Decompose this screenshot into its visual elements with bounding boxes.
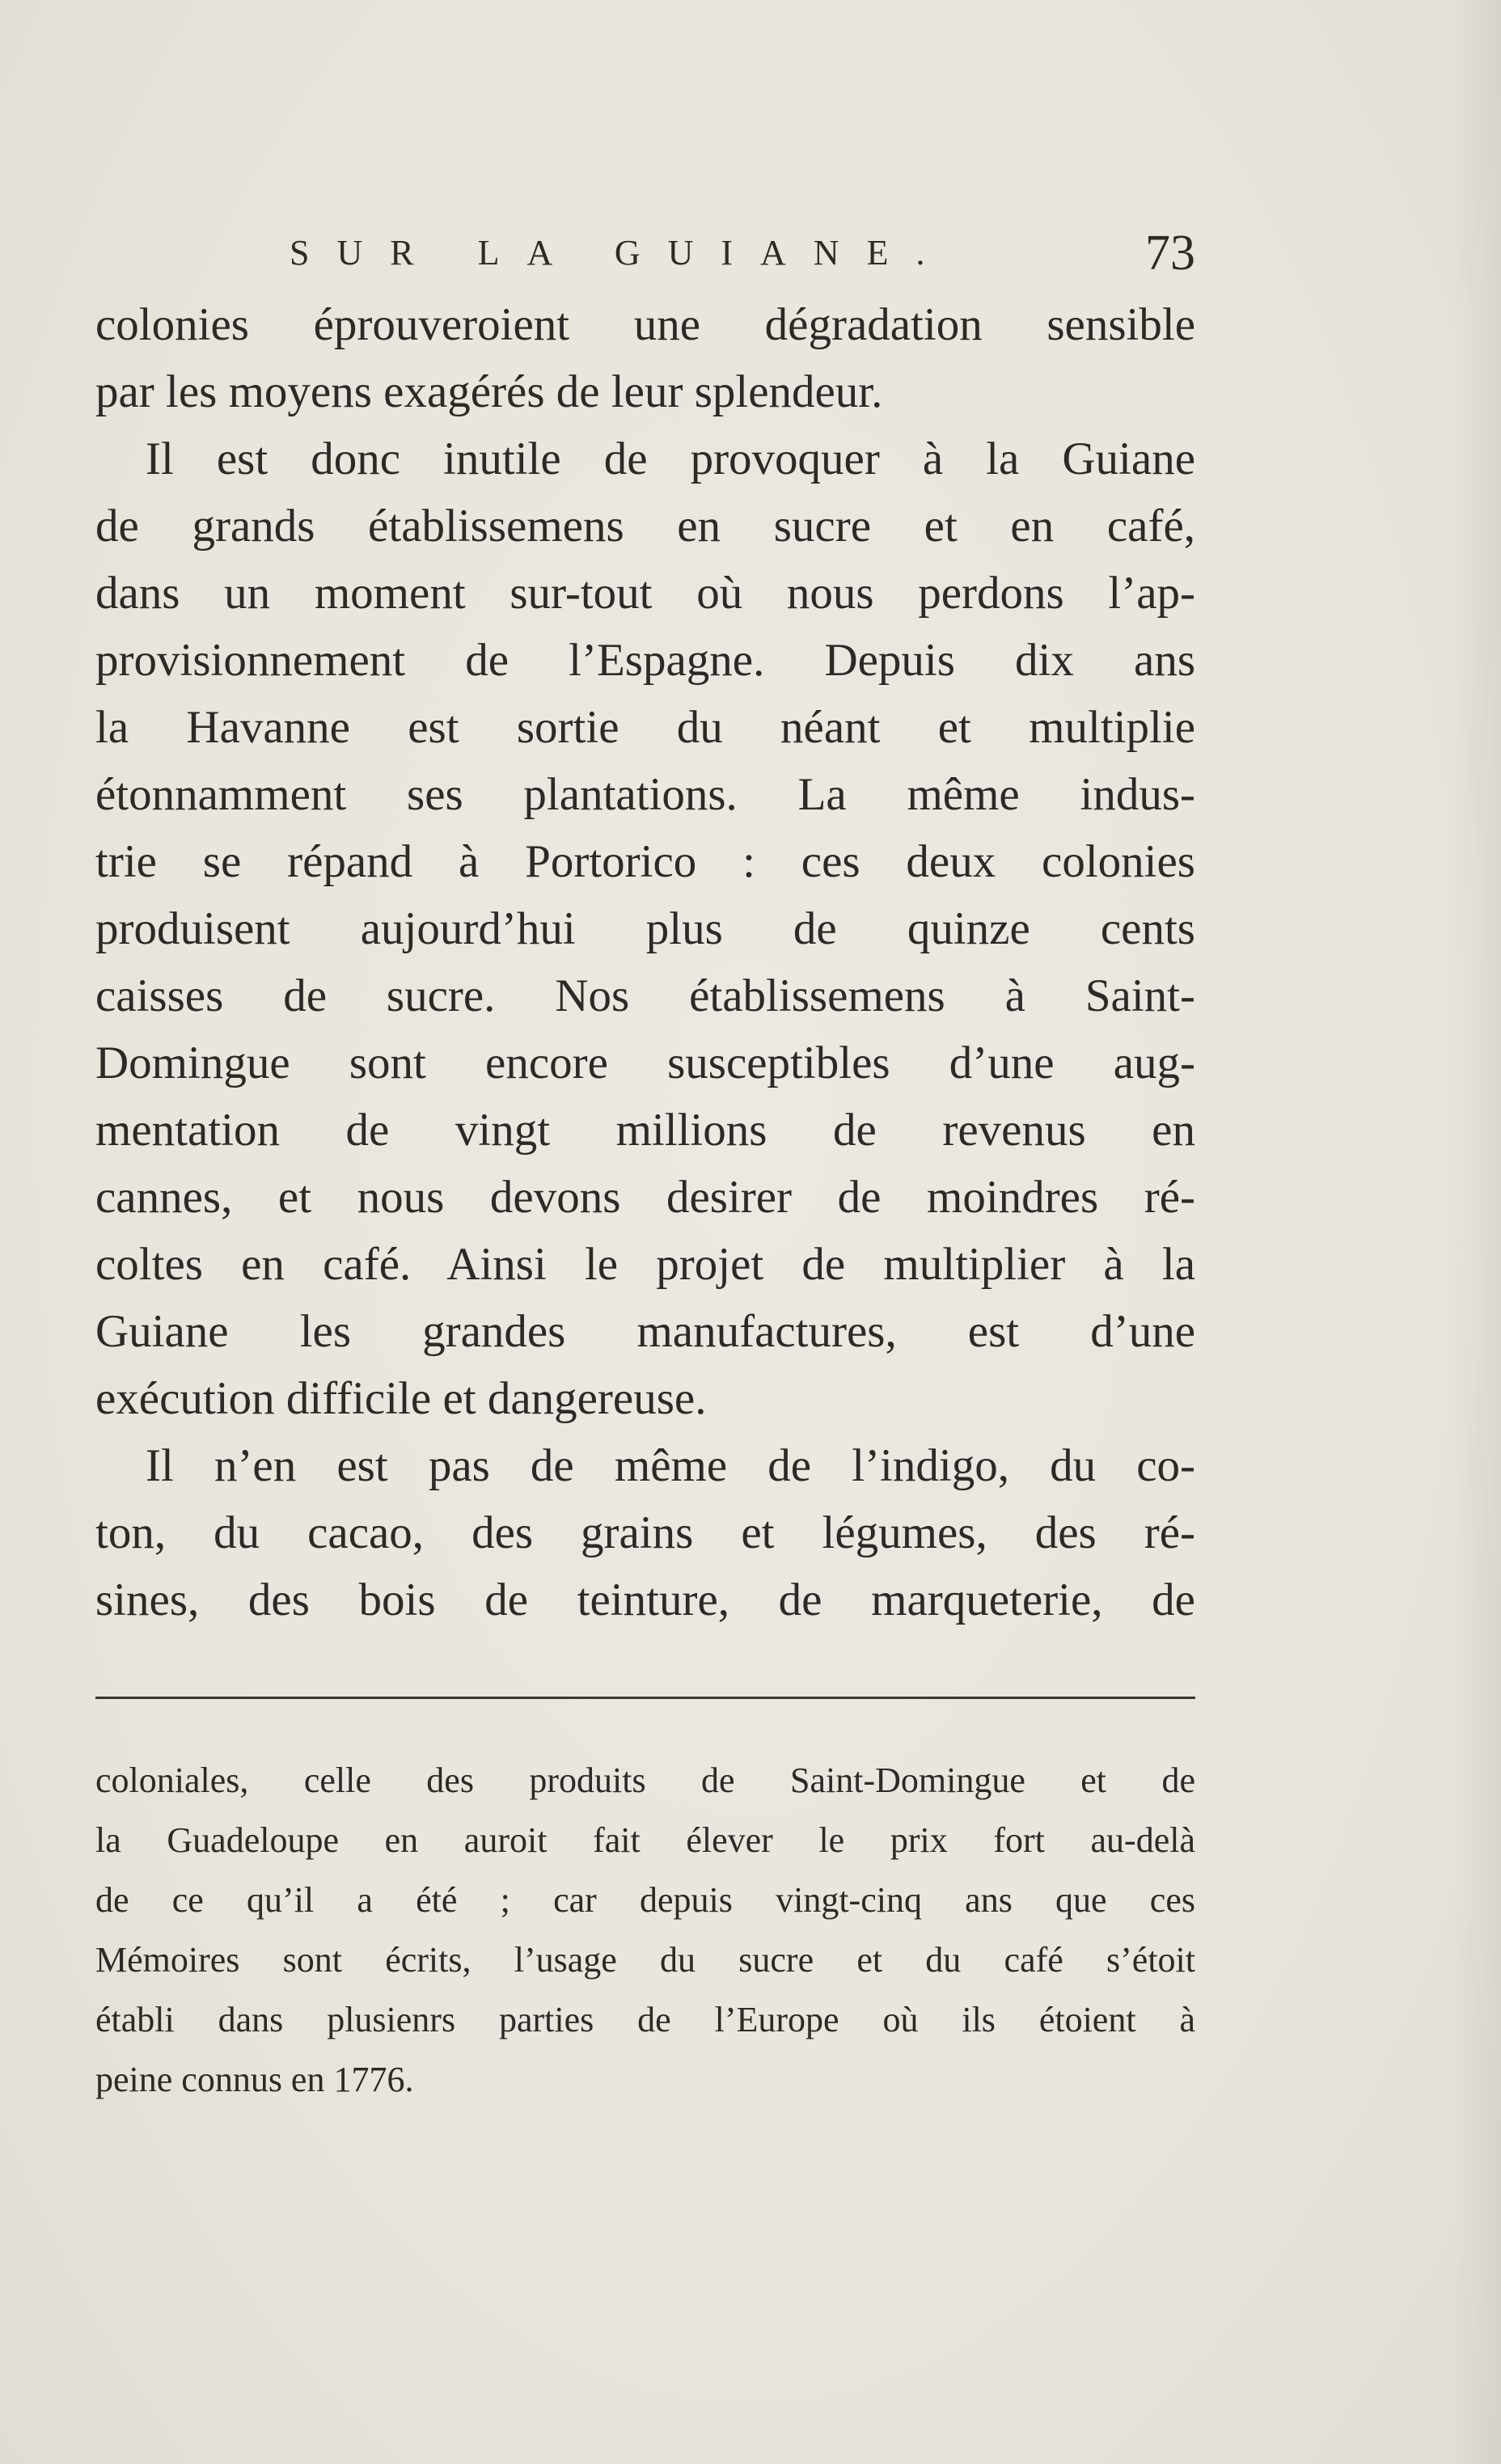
footnote [95,1751,1195,2110]
footnote-line: coloniales, celle des produits de Saint-Domingue et de [95,1760,1195,1800]
text-line: sines, des bois de teinture, de marqueterie, de [95,1574,1195,1625]
running-head: SUR LA GUIANE. [290,233,953,273]
page-header [95,217,1195,290]
footnote-line: de ce qu’il a été ; car depuis vingt-cinq ans que ces [95,1880,1195,1920]
text-line: par les moyens exagérés de leur splendeur. [95,366,883,417]
text-line: mentation de vingt millions de revenus en [95,1105,1195,1156]
text-line: la Havanne est sortie du néant et multiplie [95,702,1195,753]
page-edge-shadow [1452,0,1501,2464]
footnote-line: la Guadeloupe en auroit fait élever le prix fort au-delà [95,1820,1195,1860]
text-line: coltes en café. Ainsi le projet de multiplier à la [95,1239,1195,1290]
text-line: étonnamment ses plantations. La même indus- [95,769,1195,820]
text-line: trie se répand à Portorico : ces deux colonies [95,836,1195,887]
footnote-line: peine connus en 1776. [95,2060,414,2099]
text-line: caisses de sucre. Nos établissemens à Saint- [95,970,1195,1021]
text-line: dans un moment sur-tout où nous perdons l’ap- [95,568,1195,619]
main-text [95,291,1195,1634]
text-line: Il n’en est pas de même de l’indigo, du co- [146,1440,1195,1491]
footnote-line: établi dans plusienrs parties de l’Europe où ils étoient à [95,2000,1195,2039]
text-line: Guiane les grandes manufactures, est d’une [95,1306,1195,1357]
text-line: ton, du cacao, des grains et légumes, des ré- [95,1507,1195,1558]
footnote-line: Mémoires sont écrits, l’usage du sucre et du café s’étoit [95,1940,1195,1980]
text-line: exécution difficile et dangereuse. [95,1373,707,1424]
text-line: de grands établissemens en sucre et en café, [95,501,1195,552]
text-line: provisionnement de l’Espagne. Depuis dix ans [95,635,1195,686]
text-line: colonies éprouveroient une dégradation sensible [95,299,1195,350]
text-line: Il est donc inutile de provoquer à la Guiane [146,433,1195,484]
text-line: produisent aujourd’hui plus de quinze cents [95,903,1195,954]
footnote-rule [95,1697,1195,1699]
text-line: Domingue sont encore susceptibles d’une aug- [95,1038,1195,1088]
text-line: cannes, et nous devons desirer de moindres ré- [95,1172,1195,1223]
page-number: 73 [1145,226,1195,281]
